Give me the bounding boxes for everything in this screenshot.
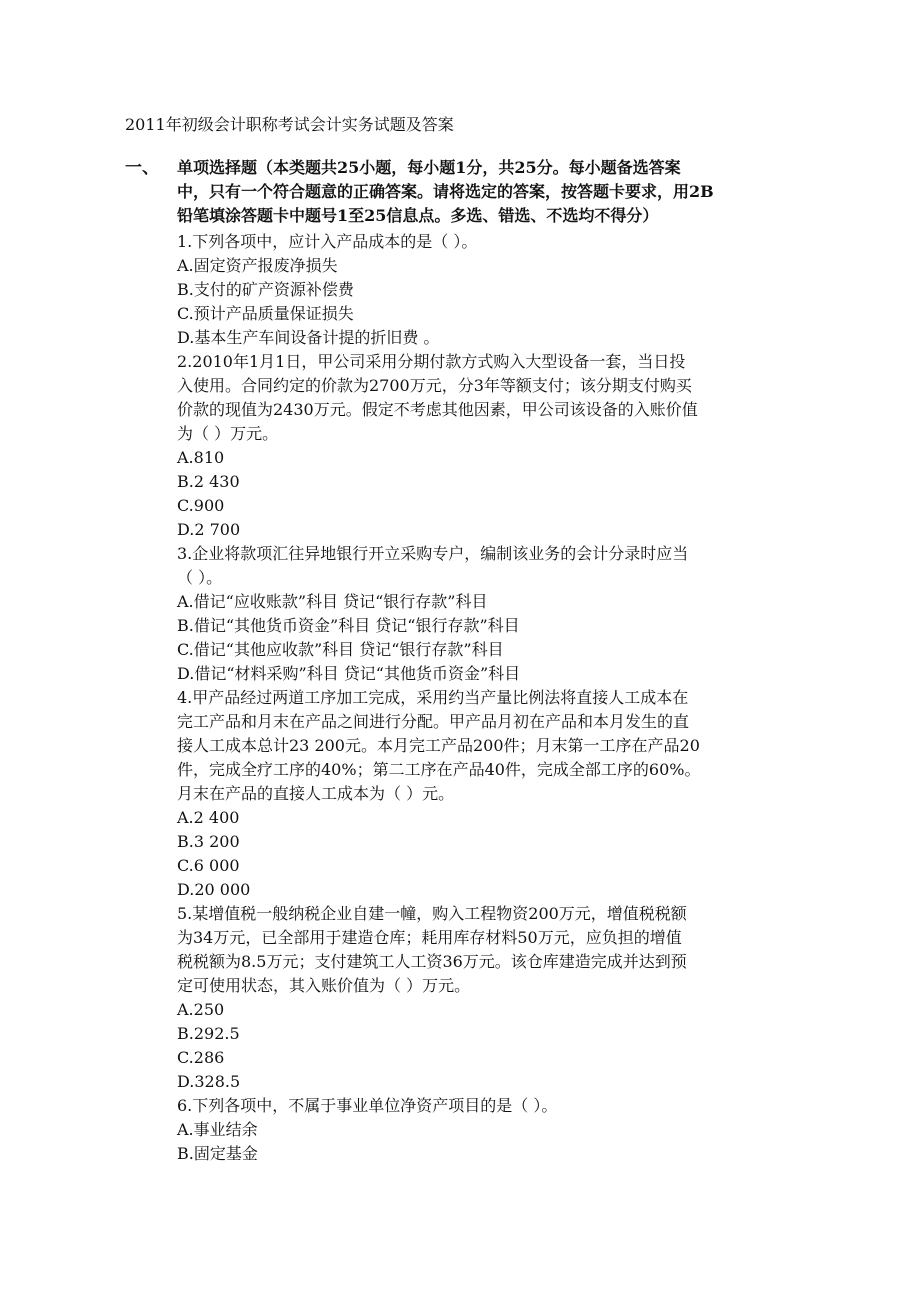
question-stem: 月末在产品的直接人工成本为（ ）元。 bbox=[177, 784, 455, 803]
question-stem: 4.甲产品经过两道工序加工完成，采用约当产量比例法将直接人工成本在 bbox=[177, 688, 689, 707]
section-heading bbox=[125, 156, 805, 228]
option-c: C.6 000 bbox=[177, 856, 240, 875]
option-a: A.事业结余 bbox=[177, 1120, 258, 1139]
question-list bbox=[177, 230, 797, 1166]
question-stem: 完工产品和月末在产品之间进行分配。甲产品月初在产品和本月发生的直 bbox=[177, 712, 690, 731]
option-c: C.借记“其他应收款”科目 贷记“银行存款”科目 bbox=[177, 640, 504, 659]
document-title: 2011年初级会计职称考试会计实务试题及答案 bbox=[125, 115, 454, 134]
question-6 bbox=[177, 1094, 797, 1166]
option-d: D.2 700 bbox=[177, 520, 241, 539]
option-c: C.预计产品质量保证损失 bbox=[177, 304, 354, 323]
option-b: B.3 200 bbox=[177, 832, 240, 851]
question-stem: 为（ ）万元。 bbox=[177, 424, 279, 443]
section-number: 一、 bbox=[125, 158, 159, 178]
option-c: C.900 bbox=[177, 496, 225, 515]
question-stem: 5.某增值税一般纳税企业自建一幢，购入工程物资200万元，增值税税额 bbox=[177, 904, 687, 923]
option-d: D.基本生产车间设备计提的折旧费 。 bbox=[177, 328, 440, 347]
question-5 bbox=[177, 902, 797, 1094]
question-stem: 税税额为8.5万元；支付建筑工人工资36万元。该仓库建造完成并达到预 bbox=[177, 952, 687, 971]
question-stem: 3.企业将款项汇往异地银行开立采购专户，编制该业务的会计分录时应当 bbox=[177, 544, 689, 563]
question-stem: 定可使用状态，其入账价值为（ ）万元。 bbox=[177, 976, 471, 995]
section-line: 中，只有一个符合题意的正确答案。请将选定的答案，按答题卡要求，用2B bbox=[177, 182, 714, 201]
option-a: A.250 bbox=[177, 1000, 225, 1019]
option-c: C.286 bbox=[177, 1048, 225, 1067]
option-a: A.固定资产报废净损失 bbox=[177, 256, 338, 275]
question-1 bbox=[177, 230, 797, 350]
question-stem: 6.下列各项中，不属于事业单位净资产项目的是（ ）。 bbox=[177, 1096, 558, 1115]
question-3 bbox=[177, 542, 797, 686]
section-instructions bbox=[177, 156, 797, 228]
question-stem: 件，完成全疗工序的40%；第二工序在产品40件，完成全部工序的60%。 bbox=[177, 760, 701, 779]
question-2 bbox=[177, 350, 797, 542]
option-d: D.20 000 bbox=[177, 880, 251, 899]
option-b: B.292.5 bbox=[177, 1024, 240, 1043]
question-stem: 1.下列各项中，应计入产品成本的是（ ）。 bbox=[177, 232, 478, 251]
section-line: 单项选择题（本类题共25小题，每小题1分，共25分。每小题备选答案 bbox=[177, 158, 681, 177]
question-4 bbox=[177, 686, 797, 902]
option-b: B.借记“其他货币资金”科目 贷记“银行存款”科目 bbox=[177, 616, 520, 635]
question-stem: 价款的现值为2430万元。假定不考虑其他因素，甲公司该设备的入账价值 bbox=[177, 400, 698, 419]
option-a: A.810 bbox=[177, 448, 225, 467]
option-d: D.借记“材料采购”科目 贷记“其他货币资金”科目 bbox=[177, 664, 521, 683]
option-b: B.2 430 bbox=[177, 472, 240, 491]
question-stem: 入使用。合同约定的价款为2700万元，分3年等额支付；该分期支付购买 bbox=[177, 376, 692, 395]
question-stem: 2.2010年1月1日，甲公司采用分期付款方式购入大型设备一套，当日投 bbox=[177, 352, 686, 371]
option-b: B.固定基金 bbox=[177, 1144, 258, 1163]
question-stem: 为34万元，已全部用于建造仓库；耗用库存材料50万元，应负担的增值 bbox=[177, 928, 682, 947]
section-line: 铅笔填涂答题卡中题号1至25信息点。多选、错选、不选均不得分） bbox=[177, 206, 659, 225]
option-a: A.2 400 bbox=[177, 808, 240, 827]
question-stem: 接人工成本总计23 200元。本月完工产品200件；月末第一工序在产品20 bbox=[177, 736, 700, 755]
option-b: B.支付的矿产资源补偿费 bbox=[177, 280, 354, 299]
question-stem: （ ）。 bbox=[177, 568, 223, 587]
option-a: A.借记“应收账款”科目 贷记“银行存款”科目 bbox=[177, 592, 488, 611]
option-d: D.328.5 bbox=[177, 1072, 241, 1091]
